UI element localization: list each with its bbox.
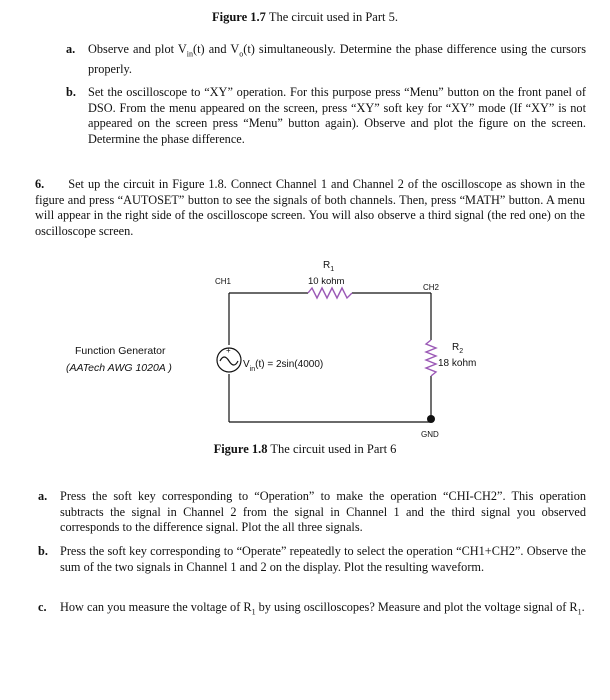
item-label: a.: [66, 42, 76, 56]
ch1-label: CH1: [215, 277, 232, 286]
figure-1-7-label: Figure 1.7: [212, 10, 266, 24]
resistor-r2-symbol: [426, 340, 436, 376]
subscript: 1: [251, 607, 256, 617]
r1-value: 10 kohm: [308, 276, 345, 287]
part6-paragraph: [35, 177, 585, 239]
item-text: Press the soft key corresponding to “Operate” repeatedly to select the operation “CH1+CH2”. Observe the sum of the two signals in Channel 1 and 2 on the display. Plot the resulting waveform.: [60, 544, 586, 574]
part6-text: Set up the circuit in Figure 1.8. Connect Channel 1 and Channel 2 of the oscilloscope as shown in the figure and press “AUTOSET” button to see the signals of both channels. Then, press “MATH” button. A menu will appear in the right side of the oscilloscope screen. You will also observe a third signal (the red one) on the oscilloscope screen.: [35, 177, 585, 238]
part6-item-c: [38, 600, 586, 620]
r2-label: $R_2$: [452, 342, 464, 355]
item-label: b.: [66, 85, 76, 99]
item-text: Set the oscilloscope to “XY” operation. For this purpose press “Menu” button on the front panel of DSO. From the menu appeared on the screen, press “XY” soft key for “XY” mode (If “XY” is not appeared on the screen press “Menu” button again). Observe and plot the figure on the screen. Determine the phase difference.: [88, 85, 586, 146]
part6-item-b: [38, 544, 586, 575]
plus-sign: +: [226, 346, 231, 355]
circuit-diagram: [0, 250, 610, 440]
figure-1-8-text: The circuit used in Part 6: [270, 442, 397, 456]
part5-item-a: [66, 42, 586, 77]
item-text: (t) simultaneously. Determine the phase difference using the cursors properly.: [88, 42, 586, 76]
item-text: by using oscilloscopes? Measure and plot the voltage signal of R: [255, 600, 578, 614]
item-label: b.: [38, 544, 48, 558]
item-text: How can you measure the voltage of R: [60, 600, 252, 614]
part-number: 6.: [35, 177, 45, 191]
subscript: o: [239, 49, 244, 59]
subscript: 1: [577, 607, 582, 617]
gnd-label: GND: [421, 430, 439, 439]
item-text: Observe and plot V: [88, 42, 187, 56]
ground-node: [427, 415, 435, 423]
ch2-label: CH2: [423, 283, 440, 292]
item-label: c.: [38, 600, 47, 614]
r2-value: 18 kohm: [438, 358, 477, 369]
item-label: a.: [38, 489, 48, 503]
item-text: .: [581, 600, 585, 614]
figure-1-7-caption: [0, 10, 610, 25]
function-generator-label: Function Generator: [75, 345, 166, 357]
part6-item-a: [38, 489, 586, 536]
r1-label: $R_1$: [323, 260, 335, 273]
resistor-r1-symbol: [308, 288, 352, 298]
subscript: in: [186, 49, 194, 59]
source-equation: $V_{in}(t) = 2\sin(4000)$: [243, 359, 324, 373]
figure-1-8-caption: [0, 442, 610, 457]
part5-item-b: [66, 85, 586, 147]
figure-1-7-text: The circuit used in Part 5.: [268, 10, 398, 24]
item-text: (t) and V: [193, 42, 240, 56]
figure-1-8-label: Figure 1.8: [213, 442, 268, 456]
item-text: Press the soft key corresponding to “Operation” to make the operation “CHI-CH2”. This operation subtracts the signal in Channel 2 from the signal in Channel 1 and the third signal you observed corresponds to the difference signal. Plot the all three signals.: [60, 489, 586, 534]
function-generator-model: (AATech AWG 1020A ): [66, 362, 172, 374]
